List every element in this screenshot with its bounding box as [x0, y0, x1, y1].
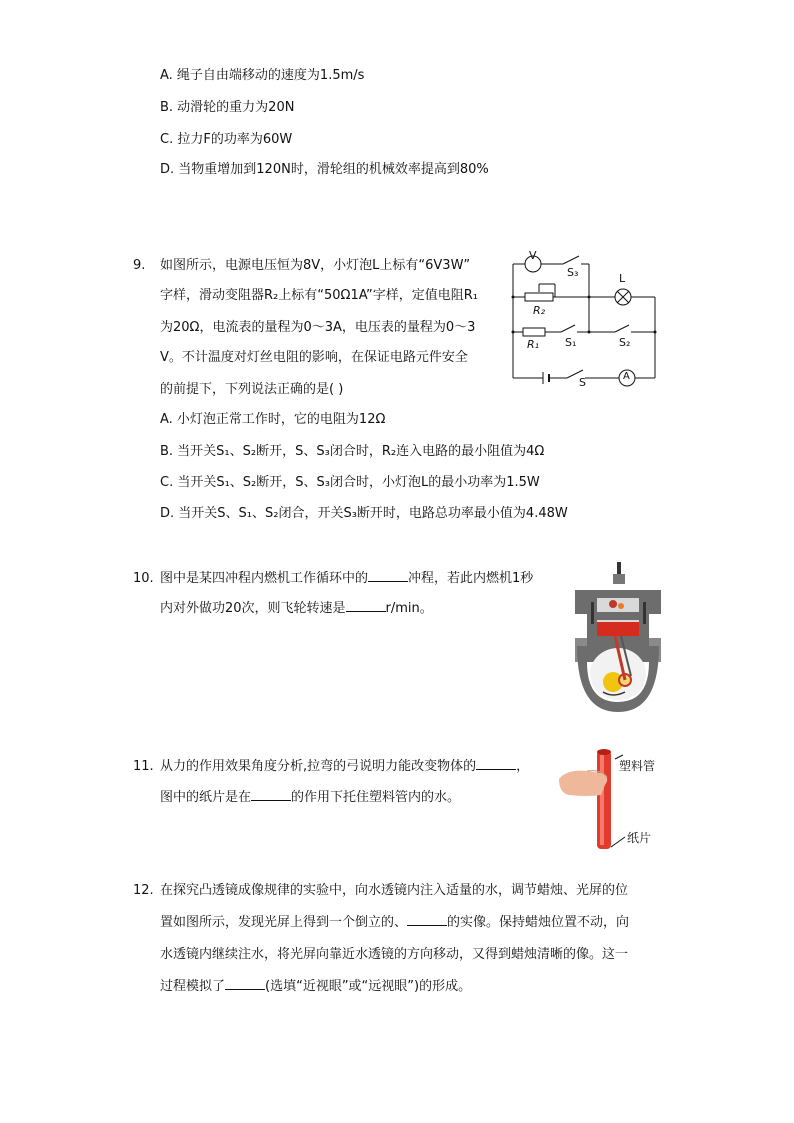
q11-tube-figure	[557, 747, 677, 852]
circuit-svg	[505, 248, 665, 388]
q12-line-4-b: (选填“近视眼”或“远视眼”)的形成。	[265, 979, 472, 994]
q9-circuit-diagram	[505, 248, 665, 388]
paper-label: 纸片	[627, 831, 652, 845]
q12-line-4-a: 过程模拟了	[160, 979, 226, 994]
q10-blank-2	[346, 599, 386, 612]
r1-label: R₁	[527, 338, 540, 351]
q10-line-2-a: 内对外做功20次，则飞轮转速是	[160, 601, 346, 616]
q12-line-2-b: 的实像。保持蜡烛位置不动，向	[447, 915, 630, 930]
ammeter-label: A	[623, 371, 630, 382]
q11-line-1-b: ，	[516, 759, 530, 774]
q11-blank-2	[251, 788, 291, 801]
q9-option-a: A. 小灯泡正常工作时，它的电阻为12Ω	[160, 412, 386, 427]
engine-svg	[573, 562, 663, 714]
q11-line-2-b: 的作用下托住塑料管内的水。	[291, 790, 461, 805]
q9-stem-line-4: V。不计温度对灯丝电阻的影响，在保证电路元件安全	[160, 350, 468, 365]
q12-blank-2	[225, 977, 265, 990]
q10-line-2-b: r/min。	[385, 601, 433, 616]
q12-line-4	[160, 977, 471, 997]
tube-svg	[557, 747, 677, 852]
s2-label: S₂	[619, 336, 631, 349]
q10-line-1	[160, 569, 533, 589]
voltmeter-label: V	[529, 249, 537, 262]
q10-engine-figure	[573, 562, 663, 714]
q10-blank-1	[368, 569, 408, 582]
q10-line-2	[160, 599, 433, 619]
q11-line-2	[160, 788, 460, 808]
r2-label: R₂	[533, 304, 546, 317]
q9-stem-line-5: 的前提下，下列说法正确的是( )	[160, 382, 344, 397]
q11-line-2-a: 图中的纸片是在	[160, 790, 252, 805]
q8-option-d: D. 当物重增加到120N时，滑轮组的机械效率提高到80%	[160, 162, 489, 177]
q9-option-b: B. 当开关S₁、S₂断开，S、S₃闭合时，R₂连入电路的最小阻值为4Ω	[160, 444, 545, 459]
lamp-label: L	[619, 272, 626, 285]
q12-blank-1	[407, 913, 447, 926]
q9-option-c: C. 当开关S₁、S₂断开，S、S₃闭合时，小灯泡L的最小功率为1.5W	[160, 475, 540, 490]
q9-number: 9.	[133, 258, 146, 273]
q9-option-d: D. 当开关S、S₁、S₂闭合，开关S₃断开时，电路总功率最小值为4.48W	[160, 506, 568, 521]
q9-stem-line-2: 字样，滑动变阻器R₂上标有“50Ω1A”字样，定值电阻R₁	[160, 288, 478, 303]
s-label: S	[579, 376, 586, 389]
q12-line-3: 水透镜内继续注水，将光屏向靠近水透镜的方向移动，又得到蜡烛清晰的像。这一	[160, 947, 629, 962]
q11-line-1-a: 从力的作用效果角度分析,拉弯的弓说明力能改变物体的	[160, 759, 477, 774]
tube-label: 塑料管	[619, 759, 656, 773]
q9-stem-line-3: 为20Ω，电流表的量程为0～3A，电压表的量程为0～3	[160, 320, 476, 335]
q12-number: 12.	[133, 883, 154, 898]
q12-line-1: 在探究凸透镜成像规律的实验中，向水透镜内注入适量的水，调节蜡烛、光屏的位	[160, 883, 629, 898]
s3-label: S₃	[567, 266, 579, 279]
q11-number: 11.	[133, 759, 154, 774]
q11-line-1	[160, 757, 529, 777]
q10-line-1-b: 冲程，若此内燃机1秒	[408, 571, 534, 586]
q12-line-2	[160, 913, 629, 933]
q11-blank-1	[476, 757, 516, 770]
q10-number: 10.	[133, 571, 154, 586]
q8-option-b: B. 动滑轮的重力为20N	[160, 100, 295, 115]
q8-option-a: A. 绳子自由端移动的速度为1.5m/s	[160, 68, 365, 83]
q9-stem-line-1: 如图所示，电源电压恒为8V，小灯泡L上标有“6V3W”	[160, 258, 471, 273]
s1-label: S₁	[565, 336, 577, 349]
q10-line-1-a: 图中是某四冲程内燃机工作循环中的	[160, 571, 369, 586]
q8-option-c: C. 拉力F的功率为60W	[160, 132, 293, 147]
q12-line-2-a: 置如图所示，发现光屏上得到一个倒立的、	[160, 915, 408, 930]
